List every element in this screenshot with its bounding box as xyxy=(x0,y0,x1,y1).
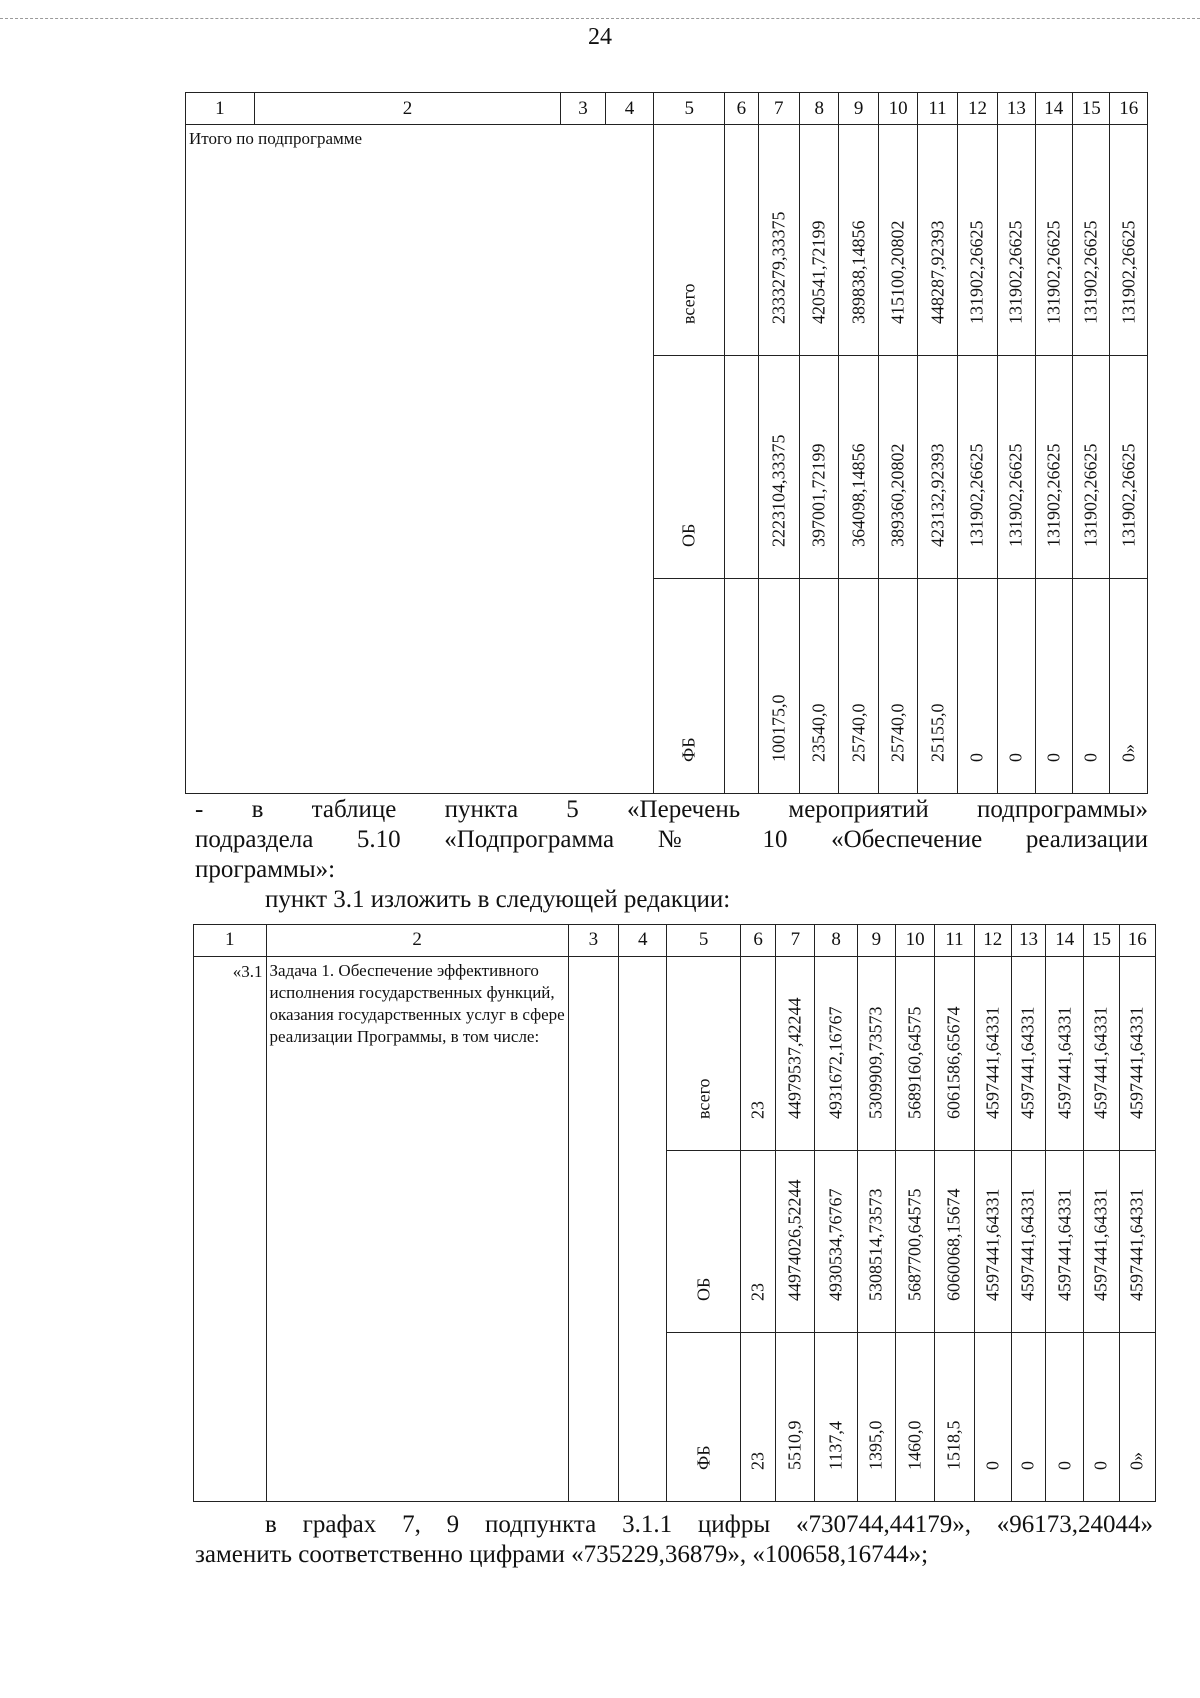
item-label-cell xyxy=(186,125,654,794)
source-cell-text: ФБ xyxy=(693,1445,714,1470)
header-cell-6: 6 xyxy=(725,93,758,125)
page-number: 24 xyxy=(588,24,612,50)
value-cell-col-8 xyxy=(799,355,838,579)
value-cell-col-11-text: 6061586,65674 xyxy=(943,1006,964,1120)
header-cell-2: 2 xyxy=(254,93,561,125)
value-cell-col-10 xyxy=(896,1151,935,1333)
header-cell-2: 2 xyxy=(266,925,568,957)
value-cell-col-16-text: 131902,26625 xyxy=(1118,220,1139,324)
value-cell-col-15-text: 0 xyxy=(1080,753,1101,762)
word: подпункта xyxy=(484,1511,597,1538)
value-cell-col-15 xyxy=(1073,579,1110,794)
word: 5 xyxy=(566,796,579,823)
value-cell-col-12-text: 0 xyxy=(966,753,987,762)
value-cell-col-10-text: 415100,20802 xyxy=(887,220,908,324)
value-cell-col-15 xyxy=(1084,1333,1119,1502)
text-line-4: пункт 3.1 изложить в следующей редакции: xyxy=(265,886,731,913)
item-label-cell xyxy=(266,956,568,1501)
value-cell-col-7 xyxy=(776,1151,815,1333)
source-cell xyxy=(667,956,741,1150)
header-cell-16: 16 xyxy=(1119,925,1155,957)
value-cell-col-14-text: 0 xyxy=(1043,753,1064,762)
value-cell-col-15 xyxy=(1084,1151,1119,1333)
word: пункта xyxy=(444,796,519,823)
word: подраздела xyxy=(195,826,314,853)
value-cell-col-8 xyxy=(815,956,857,1150)
value-cell-col-11 xyxy=(918,355,957,579)
value-cell-col-15 xyxy=(1073,355,1110,579)
header-cell-8: 8 xyxy=(799,93,838,125)
value-cell-col-8-text: 4930534,76767 xyxy=(825,1188,846,1302)
value-cell-col-15-text: 4597441,64331 xyxy=(1090,1006,1111,1120)
value-cell-col-16 xyxy=(1110,355,1148,579)
item-label-cell-text: Итого по подпрограмме xyxy=(189,129,363,149)
value-cell-col-11-text: 25155,0 xyxy=(927,703,947,762)
col-6-cell xyxy=(725,579,758,794)
value-cell-col-12-text: 131902,26625 xyxy=(966,220,987,324)
word: 9 xyxy=(446,1511,460,1538)
value-cell-col-16 xyxy=(1119,1151,1155,1333)
value-cell-col-14-text: 131902,26625 xyxy=(1043,220,1064,324)
col-3-cell xyxy=(568,956,618,1501)
word: реализации xyxy=(1025,826,1148,853)
col-6-cell xyxy=(740,956,775,1150)
value-cell-col-9 xyxy=(857,956,895,1150)
value-cell-col-10-text: 1460,0 xyxy=(904,1420,925,1470)
value-cell-col-7-text: 44979537,42244 xyxy=(784,997,805,1120)
value-cell-col-14 xyxy=(1035,579,1072,794)
value-cell-col-10-text: 389360,20802 xyxy=(887,443,908,548)
value-cell-col-16-text: 0» xyxy=(1118,744,1139,762)
header-cell-11: 11 xyxy=(935,925,974,957)
value-cell-col-14-text: 131902,26625 xyxy=(1043,443,1064,548)
value-cell-col-14 xyxy=(1046,1151,1084,1333)
word: графах xyxy=(302,1511,377,1538)
text-line-6: заменить соответственно цифрами «735229,36879», «100658,16744»; xyxy=(195,1541,929,1568)
value-cell-col-7-text: 2223104,33375 xyxy=(768,434,789,548)
source-cell xyxy=(654,579,725,794)
value-cell-col-12 xyxy=(974,1151,1011,1333)
value-cell-col-14 xyxy=(1046,1333,1084,1502)
item-number-cell-text: «3.1 xyxy=(232,961,263,981)
value-cell-col-12 xyxy=(957,579,997,794)
word: «730744,44179», xyxy=(795,1511,971,1538)
source-cell-text: всего xyxy=(678,283,699,324)
value-cell-col-14 xyxy=(1035,125,1072,355)
word: 5.10 xyxy=(356,826,401,853)
value-cell-col-15 xyxy=(1073,125,1110,355)
word: «Обеспечение xyxy=(831,826,983,853)
value-cell-col-15-text: 131902,26625 xyxy=(1080,443,1101,548)
text-line-1 xyxy=(195,795,1148,825)
value-cell-col-16-text: 4597441,64331 xyxy=(1126,1006,1147,1120)
col-6-cell xyxy=(725,125,758,355)
value-cell-col-16 xyxy=(1119,1333,1155,1502)
value-cell-col-8-text: 23540,0 xyxy=(808,703,829,762)
value-cell-col-7 xyxy=(758,579,799,794)
value-cell-col-15-text: 0 xyxy=(1090,1461,1111,1470)
value-cell-col-16 xyxy=(1119,956,1155,1150)
source-cell xyxy=(667,1333,741,1502)
value-cell-col-15-text: 4597441,64331 xyxy=(1090,1188,1111,1302)
header-cell-9: 9 xyxy=(857,925,895,957)
value-cell-col-10 xyxy=(896,956,935,1150)
value-cell-col-9-text: 5309909,73573 xyxy=(865,1006,886,1120)
text-line-2 xyxy=(195,825,1148,855)
source-cell-text: ФБ xyxy=(678,737,699,762)
source-cell-text: ОБ xyxy=(678,524,699,548)
value-cell-col-9 xyxy=(857,1151,895,1333)
value-cell-col-11-text: 423132,92393 xyxy=(927,443,947,548)
word: мероприятий xyxy=(788,796,929,823)
task-3-1-table xyxy=(193,924,1156,1502)
header-cell-6: 6 xyxy=(740,925,775,957)
value-cell-col-7 xyxy=(776,1333,815,1502)
value-cell-col-10 xyxy=(896,1333,935,1502)
header-cell-9: 9 xyxy=(839,93,878,125)
header-cell-3: 3 xyxy=(561,93,606,125)
header-cell-3: 3 xyxy=(568,925,618,957)
col-6-cell-text: 23 xyxy=(747,1283,768,1302)
table-header-row xyxy=(186,93,1148,125)
word: 7, xyxy=(402,1511,421,1538)
header-cell-14: 14 xyxy=(1035,93,1072,125)
word: 10 xyxy=(762,826,788,853)
header-cell-5: 5 xyxy=(667,925,741,957)
value-cell-col-8-text: 1137,4 xyxy=(825,1421,846,1470)
col-6-cell-text: 23 xyxy=(747,1452,768,1470)
value-cell-col-12-text: 4597441,64331 xyxy=(982,1188,1003,1302)
table-row xyxy=(194,956,1156,1150)
value-cell-col-12-text: 0 xyxy=(982,1461,1003,1470)
value-cell-col-12-text: 4597441,64331 xyxy=(982,1006,1003,1120)
header-cell-10: 10 xyxy=(878,93,917,125)
value-cell-col-13-text: 4597441,64331 xyxy=(1017,1006,1038,1120)
header-cell-8: 8 xyxy=(815,925,857,957)
value-cell-col-14 xyxy=(1035,355,1072,579)
header-cell-7: 7 xyxy=(758,93,799,125)
word: «Перечень xyxy=(627,796,741,823)
source-cell xyxy=(654,125,725,355)
value-cell-col-8-text: 420541,72199 xyxy=(808,220,829,324)
value-cell-col-15-text: 131902,26625 xyxy=(1080,220,1101,324)
value-cell-col-8 xyxy=(799,579,838,794)
value-cell-col-12-text: 131902,26625 xyxy=(966,443,987,548)
header-cell-13: 13 xyxy=(998,93,1035,125)
header-cell-5: 5 xyxy=(654,93,725,125)
value-cell-col-9 xyxy=(839,355,878,579)
header-cell-1: 1 xyxy=(186,93,255,125)
subprogram-total-table xyxy=(185,92,1148,794)
value-cell-col-11-text: 448287,92393 xyxy=(927,220,947,324)
value-cell-col-9-text: 1395,0 xyxy=(865,1420,886,1470)
value-cell-col-14-text: 4597441,64331 xyxy=(1054,1188,1075,1302)
source-cell xyxy=(667,1151,741,1333)
value-cell-col-9-text: 25740,0 xyxy=(848,703,869,762)
value-cell-col-11 xyxy=(935,1151,974,1333)
table-header-row xyxy=(194,925,1156,957)
source-cell xyxy=(654,355,725,579)
value-cell-col-11 xyxy=(935,1333,974,1502)
header-cell-11: 11 xyxy=(918,93,957,125)
value-cell-col-9 xyxy=(839,125,878,355)
value-cell-col-8-text: 4931672,16767 xyxy=(825,1006,846,1120)
word: № xyxy=(657,826,719,853)
word: «Подпрограмма xyxy=(444,826,615,853)
header-cell-4: 4 xyxy=(619,925,667,957)
value-cell-col-14 xyxy=(1046,956,1084,1150)
value-cell-col-8-text: 397001,72199 xyxy=(808,443,829,548)
value-cell-col-13-text: 4597441,64331 xyxy=(1017,1188,1038,1302)
word: цифры xyxy=(697,1511,771,1538)
value-cell-col-11-text: 1518,5 xyxy=(943,1420,964,1470)
value-cell-col-9 xyxy=(857,1333,895,1502)
word: подпрограммы» xyxy=(976,796,1149,823)
value-cell-col-10 xyxy=(878,125,917,355)
header-cell-12: 12 xyxy=(974,925,1011,957)
text-line-5 xyxy=(265,1510,1153,1540)
header-cell-7: 7 xyxy=(776,925,815,957)
table-row xyxy=(186,125,1148,355)
word: 3.1.1 xyxy=(622,1511,673,1538)
header-cell-13: 13 xyxy=(1011,925,1045,957)
value-cell-col-16 xyxy=(1110,125,1148,355)
header-cell-4: 4 xyxy=(605,93,654,125)
value-cell-col-11-text: 6060068,15674 xyxy=(943,1188,964,1302)
value-cell-col-7 xyxy=(758,355,799,579)
header-cell-15: 15 xyxy=(1073,93,1110,125)
col-6-cell xyxy=(740,1151,775,1333)
value-cell-col-10-text: 5687700,64575 xyxy=(904,1188,925,1302)
header-cell-1: 1 xyxy=(194,925,267,957)
value-cell-col-16-text: 131902,26625 xyxy=(1118,443,1139,548)
value-cell-col-7-text: 5510,9 xyxy=(784,1420,805,1470)
value-cell-col-13-text: 0 xyxy=(1017,1461,1038,1470)
value-cell-col-12 xyxy=(974,1333,1011,1502)
value-cell-col-13 xyxy=(998,355,1035,579)
value-cell-col-10-text: 5689160,64575 xyxy=(904,1006,925,1120)
value-cell-col-16 xyxy=(1110,579,1148,794)
value-cell-col-10 xyxy=(878,579,917,794)
value-cell-col-16-text: 4597441,64331 xyxy=(1126,1188,1147,1302)
value-cell-col-8 xyxy=(815,1151,857,1333)
col-6-cell xyxy=(725,355,758,579)
text-line-3: программы»: xyxy=(195,856,336,883)
value-cell-col-12 xyxy=(957,355,997,579)
value-cell-col-13-text: 131902,26625 xyxy=(1005,443,1026,548)
value-cell-col-9 xyxy=(839,579,878,794)
header-cell-15: 15 xyxy=(1084,925,1119,957)
value-cell-col-13 xyxy=(998,579,1035,794)
value-cell-col-16-text: 0» xyxy=(1126,1452,1147,1470)
value-cell-col-7-text: 2333279,33375 xyxy=(768,211,789,324)
value-cell-col-14-text: 0 xyxy=(1054,1461,1075,1470)
word: в xyxy=(265,1511,277,1538)
value-cell-col-15 xyxy=(1084,956,1119,1150)
value-cell-col-9-text: 5308514,73573 xyxy=(865,1188,886,1302)
value-cell-col-7-text: 44974026,52244 xyxy=(784,1179,805,1302)
col-6-cell xyxy=(740,1333,775,1502)
header-cell-14: 14 xyxy=(1046,925,1084,957)
value-cell-col-7 xyxy=(776,956,815,1150)
source-cell-text: всего xyxy=(693,1078,714,1120)
value-cell-col-7 xyxy=(758,125,799,355)
value-cell-col-13-text: 131902,26625 xyxy=(1005,220,1026,324)
word: таблице xyxy=(311,796,397,823)
value-cell-col-10-text: 25740,0 xyxy=(887,703,908,762)
value-cell-col-13 xyxy=(1011,1151,1045,1333)
value-cell-col-13-text: 0 xyxy=(1005,753,1026,762)
value-cell-col-9-text: 364098,14856 xyxy=(848,443,869,548)
header-cell-12: 12 xyxy=(957,93,997,125)
header-cell-10: 10 xyxy=(896,925,935,957)
value-cell-col-10 xyxy=(878,355,917,579)
col-4-cell xyxy=(619,956,667,1501)
value-cell-col-9-text: 389838,14856 xyxy=(848,220,869,324)
value-cell-col-13 xyxy=(998,125,1035,355)
value-cell-col-12 xyxy=(957,125,997,355)
header-cell-16: 16 xyxy=(1110,93,1148,125)
word: «96173,24044» xyxy=(996,1511,1154,1538)
word: - в xyxy=(195,796,264,823)
value-cell-col-12 xyxy=(974,956,1011,1150)
value-cell-col-11 xyxy=(918,125,957,355)
value-cell-col-7-text: 100175,0 xyxy=(768,694,789,762)
value-cell-col-8 xyxy=(799,125,838,355)
value-cell-col-8 xyxy=(815,1333,857,1502)
source-cell-text: ОБ xyxy=(693,1277,714,1302)
value-cell-col-13 xyxy=(1011,1333,1045,1502)
value-cell-col-11 xyxy=(918,579,957,794)
scan-edge-line xyxy=(0,18,1200,19)
value-cell-col-11 xyxy=(935,956,974,1150)
item-label-cell-text: Задача 1. Обеспечение эффективного исполнения государственных функций, оказания государственных услуг в сфере реализации Программы, в том числе: xyxy=(269,960,565,1046)
item-number-cell xyxy=(194,956,267,1501)
col-6-cell-text: 23 xyxy=(747,1101,768,1120)
value-cell-col-14-text: 4597441,64331 xyxy=(1054,1006,1075,1120)
value-cell-col-13 xyxy=(1011,956,1045,1150)
